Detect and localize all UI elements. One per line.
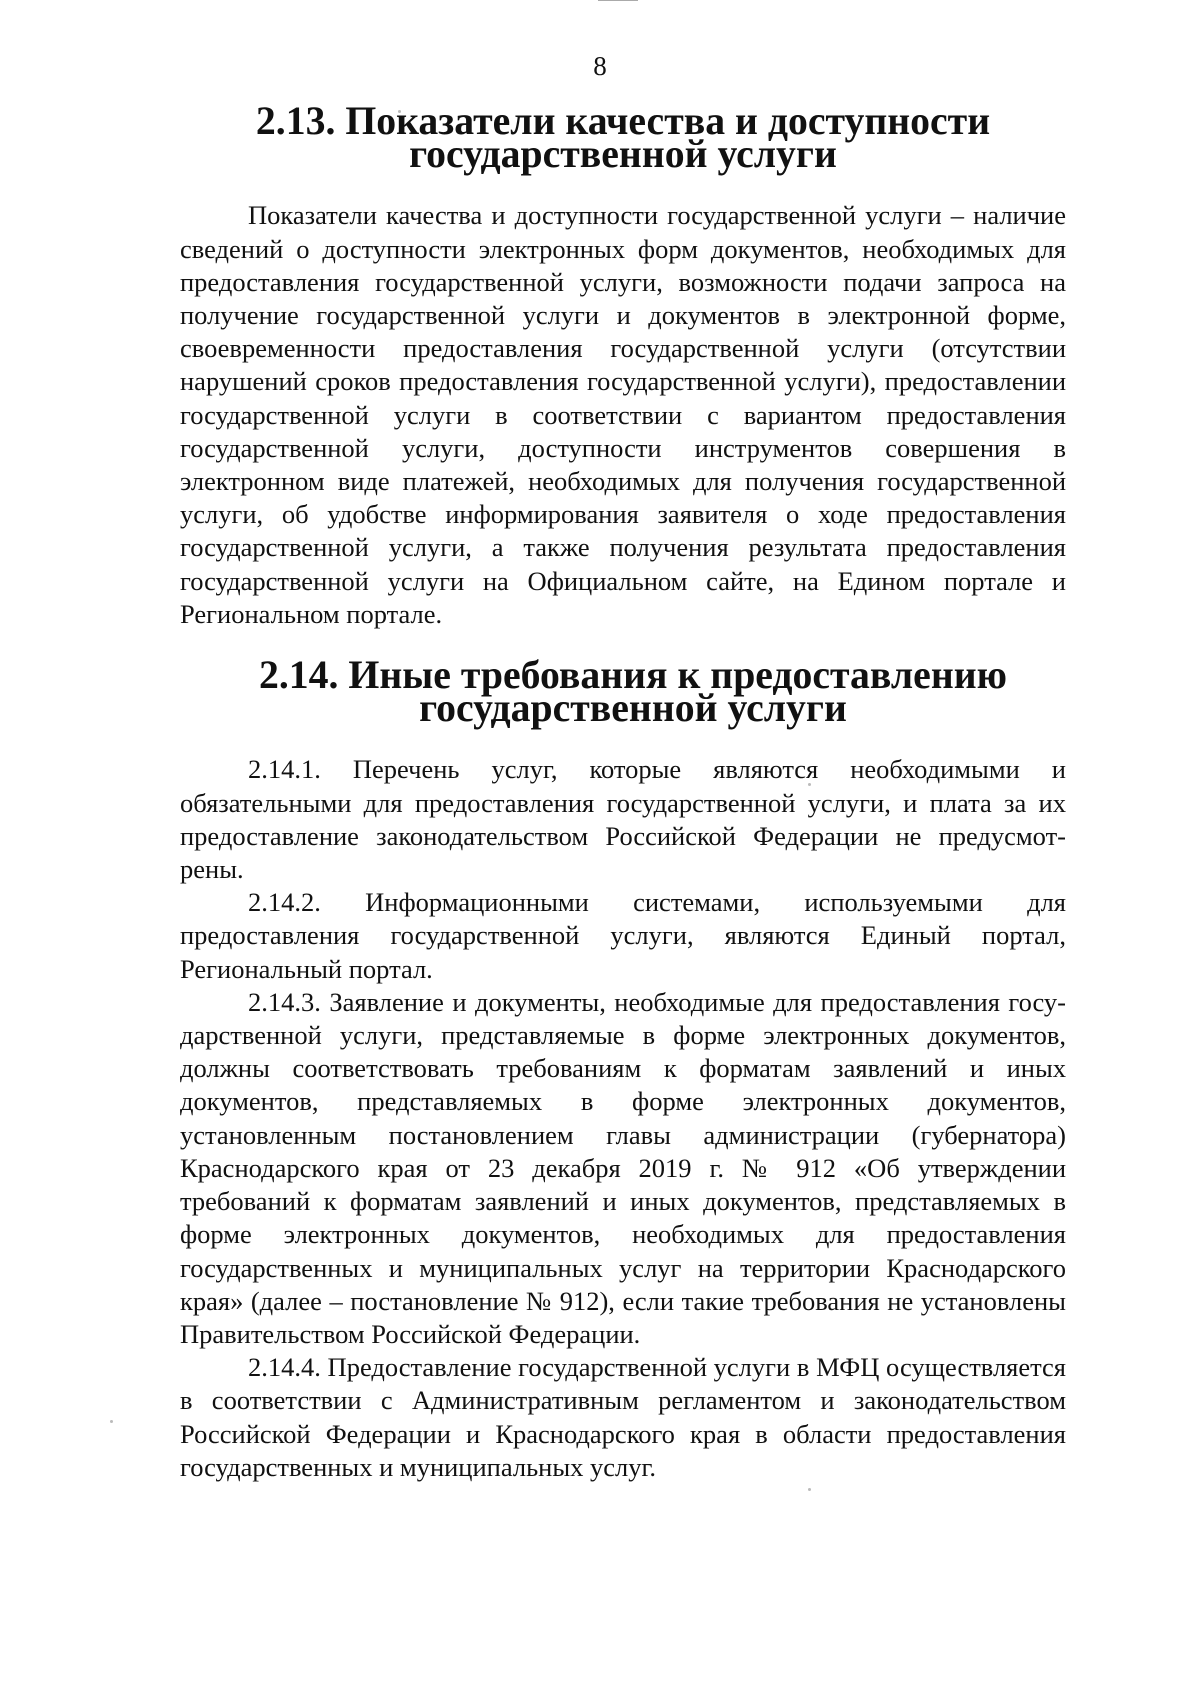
heading-line: государственной услуги [409,132,837,177]
document-body [180,99,1066,1484]
paragraph-2-14-3: 2.14.3. Заявление и документы, необходимые для предоставления государственной услуги, представляемые в форме электронных документов, должны соответствовать требованиям к форматам заявлений и иных документов, представляемых в форме электронных документов, установленным постановлением главы администрации (губернатора) Краснодарского края от 23 декабря 2019 г. № 912 «Об утверждении требований к форматам заявлений и иных документов, представляемых в форме электронных документов, необходимых для предоставления государственных и муниципальных услуг на территории Краснодарского края» (далее – постановление № 912), если такие требования не установлены Правительством Российской Федерации. [180,986,1066,1349]
scan-speck [808,1488,811,1491]
paragraph-2-14-4: 2.14.4. Предоставление государственной услуги в МФЦ осуществляется в соответствии с Административным регламентом и законодательством Российской Федерации и Краснодарского края в области предоставления государственных и муниципальных услуг. [180,1352,1066,1482]
page-number: 8 [593,51,607,81]
scan-mark [598,0,638,7]
heading-line: 2.13. Показатели качества и доступности [255,99,991,143]
heading-line: 2.14. Иные требования к предоставлению [258,653,1007,698]
section-heading-2-13 [180,99,1066,177]
scan-speck [110,1420,113,1423]
paragraph-quality-indicators: Показатели качества и доступности государственной услуги – наличие сведений о доступности электронных форм документов, необходимых для предоставления государственной услуги, возможности подачи запроса на получение государственной услуги и документов в электронной форме, своевременности предоставления государственной услуги (отсутствии нарушений сроков предоставления государственной услуги), предоставлении государственной услуги в соответствии с вариантом предоставления государственной услуги, доступности инструментов совершения в электронном виде платежей, необходимых для получения государственной услуги, об удобстве информирования заявителя о ходе предоставления государственной услуги, а также получения результата предоставления государственной услуги на Официальном сайте, на Едином портале и Региональном портале. [180,200,1066,629]
paragraph-2-14-1: 2.14.1. Перечень услуг, которые являются необходимыми и обязательными для предоставления государственной услуги, и плата за их предоставление законодательством Российской Федерации не предусмотрены. [180,754,1066,885]
paragraph-2-14-2: 2.14.2. Информационными системами, используемыми для предоставления государственной услуги, являются Единый портал, Региональный портал. [180,887,1066,984]
heading-line: государственной услуги [419,686,847,731]
section-heading-2-14 [180,653,1066,731]
